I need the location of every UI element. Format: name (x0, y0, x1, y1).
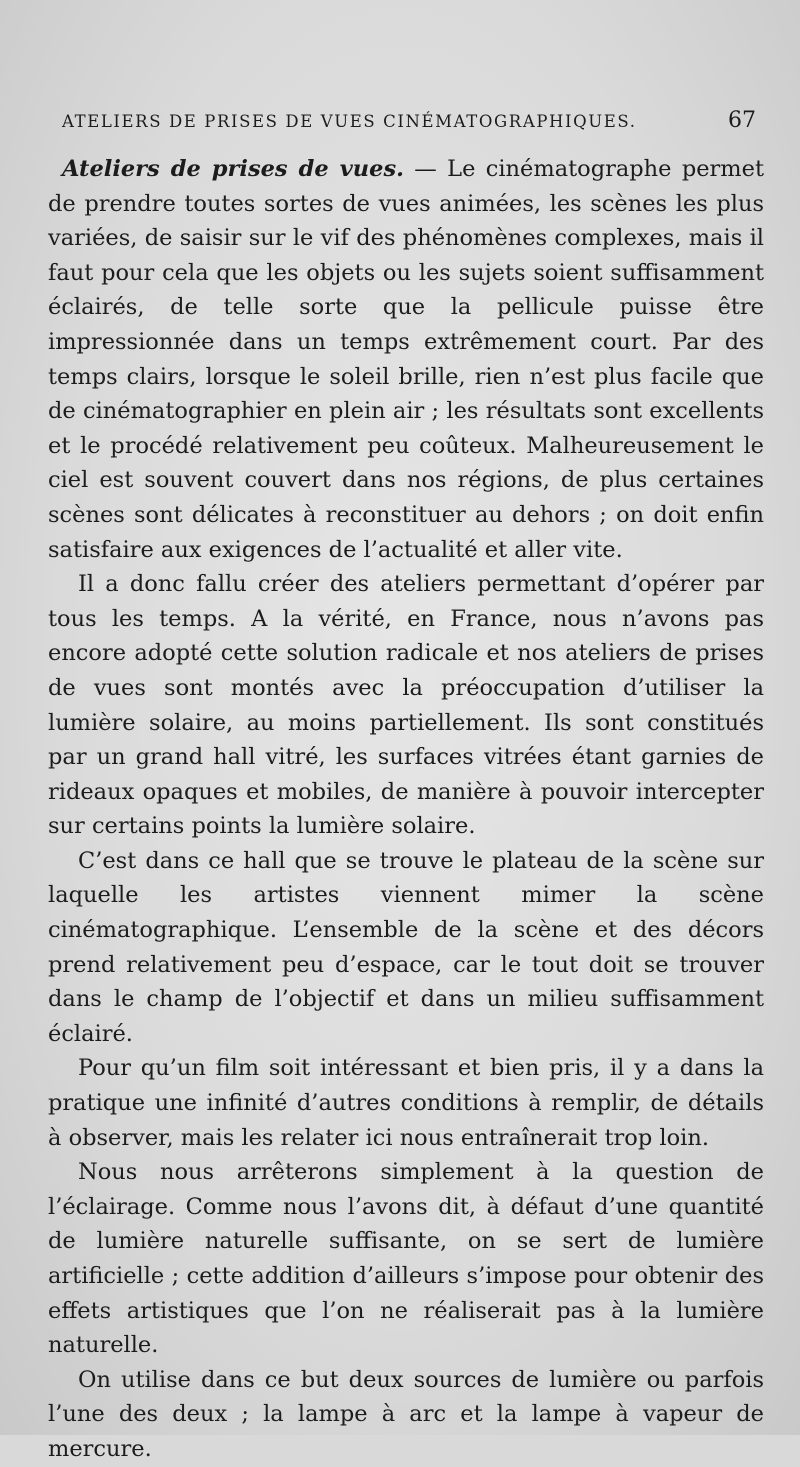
paragraph-1-text: — Le cinématographe permet de prendre toutes sortes de vues animées, les scènes les plus variées, de saisir sur le vif des phénomènes complexes, mais il faut pour cela que les objets ou les sujets soient suffisamment éclairés, de telle sorte que la pellicule puisse être impressionnée dans un temps extrêmement court. Par des temps clairs, lorsque le soleil brille, rien n’est plus facile que de cinématographier en plein air ; les résultats sont excellents et le procédé relativement peu coûteux. Malheureusement le ciel est souvent couvert dans nos régions, de plus certaines scènes sont délicates à reconstituer au dehors ; on doit enfin satisfaire aux exigences de l’actualité et aller vite. (48, 156, 764, 563)
paragraph-3: C’est dans ce hall que se trouve le plateau de la scène sur laquelle les artistes viennent mimer la scène cinématographique. L’ensemble de la scène et des décors prend relativement peu d’espace, car le tout doit se trouver dans le champ de l’objectif et dans un milieu suffisamment éclairé. (48, 847, 764, 1047)
section-title: Ateliers de prises de vues. (62, 156, 404, 182)
body-text (48, 152, 764, 1467)
page-number: 67 (728, 108, 756, 133)
paragraph-1 (48, 152, 764, 567)
running-title: ATELIERS DE PRISES DE VUES CINÉMATOGRAPHIQUES. (62, 112, 637, 131)
paragraph-2: Il a donc fallu créer des ateliers permettant d’opérer par tous les temps. A la vérité, en France, nous n’avons pas encore adopté cette solution radicale et nos ateliers de prises de vues sont montés avec la préoccupation d’utiliser la lumière solaire, au moins partiellement. Ils sont constitués par un grand hall vitré, les surfaces vitrées étant garnies de rideaux opaques et mobiles, de manière à pouvoir intercepter sur certains points la lumière solaire. (48, 571, 764, 840)
paragraph-5: Nous nous arrêterons simplement à la question de l’éclairage. Comme nous l’avons dit, à défaut d’une quantité de lumière naturelle suffisante, on se sert de lumière artificielle ; cette addition d’ailleurs s’impose pour obtenir des effets artistiques que l’on ne réaliserait pas à la lumière naturelle. (48, 1159, 764, 1359)
paragraph-6: On utilise dans ce but deux sources de lumière ou parfois l’une des deux ; la lampe à arc et la lampe à vapeur de mercure. (48, 1366, 764, 1462)
paragraph-4: Pour qu’un film soit intéressant et bien pris, il y a dans la pratique une infinité d’autres conditions à remplir, de détails à observer, mais les relater ici nous entraînerait trop loin. (48, 1055, 764, 1151)
running-head (62, 108, 756, 148)
